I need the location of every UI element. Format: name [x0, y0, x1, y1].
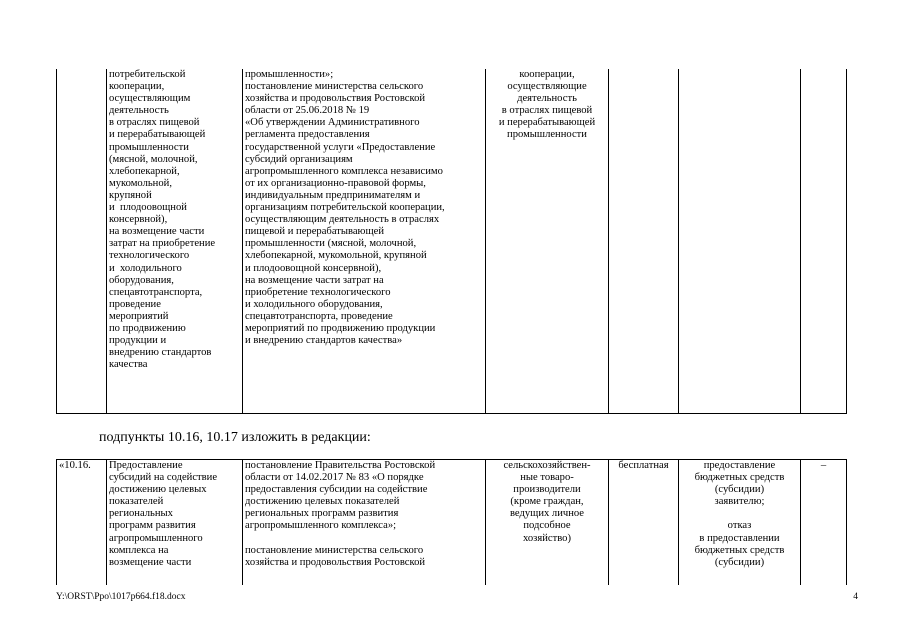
cell-text-line: области от 25.06.2018 № 19 [245, 105, 370, 117]
cell-text-line: хозяйства и продовольствия Ростовской [245, 93, 426, 105]
cell-text-line: возмещение части [109, 556, 192, 568]
cell-text-line: организациям потребительской кооперации, [245, 202, 445, 214]
footer-file-path: Y:\ORST\Ppo\1017p664.f18.docx [56, 592, 186, 602]
cell-text-line: промышленности [109, 141, 189, 153]
cell-text-line: индивидуальным предпринимателям и [245, 189, 421, 201]
cell-text-line: предоставление [703, 460, 776, 471]
cell-text-line: показателей [109, 496, 164, 508]
cell-text-line: продукции и [109, 335, 167, 347]
cell-text-line: хлебопекарной, мукомольной, крупяной [245, 250, 427, 262]
table-row [57, 69, 847, 413]
cell-text-line: качества [109, 359, 148, 371]
cell-text-line: программ развития [109, 520, 196, 532]
cell-text-line: субсидий на содействие [109, 472, 218, 484]
cell-text-line: субсидий организациям [245, 153, 353, 165]
cell-text-line: агропромышленного комплекса независимо [245, 165, 443, 177]
cell-text-line: мероприятий по продвижению продукции [245, 322, 436, 334]
cell-text-line: заявителю; [714, 496, 765, 508]
cell-text-line: в предоставлении [699, 532, 780, 544]
cell-text-line: региональных [109, 508, 173, 520]
cell-text-line: регламента предоставления [245, 129, 370, 141]
cell-text-line: государственной услуги «Предоставление [245, 141, 436, 153]
cell-text-line: и внедрению стандартов качества» [245, 335, 403, 347]
recipients-cell [486, 69, 609, 413]
cell-text-line: хлебопекарной, [109, 165, 180, 177]
result-cell [679, 69, 801, 413]
cell-text-line: от их организационно-правовой формы, [245, 177, 426, 189]
cell-text-line: по продвижению [109, 322, 186, 334]
cell-text-line: региональных программ развития [245, 508, 399, 520]
cell-text-line: производители [513, 484, 581, 496]
cell-text-line: осуществляющим деятельность в отраслях [245, 214, 440, 226]
cell-text-line: и перерабатывающей [109, 129, 206, 141]
cell-text-line: достижению целевых показателей [245, 496, 400, 508]
row-number-cell: «10.16. [57, 460, 107, 585]
cell-text-line: (субсидии) [714, 484, 765, 496]
legal-basis-cell [243, 69, 486, 413]
cell-text-line: хозяйство) [522, 532, 571, 544]
cell-text-line: мукомольной, [109, 177, 172, 189]
cell-text-line: деятельность [109, 105, 169, 117]
cell-text-line: кооперации, [109, 81, 165, 93]
fee-cell [609, 69, 679, 413]
cell-text-line: «Об утверждении Административного [245, 117, 420, 129]
cell-text-line: ведущих личное [509, 508, 585, 520]
cell-text-line: бюджетных средств [694, 472, 785, 484]
cell-text-line: области от 14.02.2017 № 83 «О порядке [245, 472, 424, 484]
cell-text-line: (мясной, молочной, [109, 153, 198, 165]
row-number-cell [57, 69, 107, 413]
cell-text-line [681, 508, 798, 520]
amendment-heading: подпункты 10.16, 10.17 изложить в редакции: [99, 430, 371, 445]
cell-text-line: приобретение технологического [245, 286, 391, 298]
cell-text-line: на возмещение части затрат на [245, 274, 384, 286]
cell-text-line: постановление Правительства Ростовской [245, 460, 436, 471]
cell-text-line: крупяной [109, 189, 152, 201]
cell-text-line: сельскохозяйствен- [503, 460, 591, 471]
cell-text-line: потребительской [109, 69, 186, 80]
cell-text-line: затрат на приобретение [109, 238, 216, 250]
amended-services-table [56, 459, 847, 585]
cell-text-line: и перерабатывающей [498, 117, 596, 129]
table-row [57, 460, 847, 585]
cell-text-line: кооперации, [519, 69, 575, 80]
page-number: 4 [853, 592, 858, 602]
cell-text-line: (кроме граждан, [510, 496, 584, 508]
cell-text-line: (субсидии) [714, 556, 765, 568]
cell-text-line: спецавтотранспорта, [109, 286, 203, 298]
cell-text-line: постановление министерства сельского [245, 544, 424, 556]
extra-cell: – [801, 460, 847, 585]
cell-text-line: промышленности [507, 129, 587, 141]
legal-basis-cell [243, 460, 486, 585]
cell-text-line: в отраслях пищевой [109, 117, 200, 129]
cell-text-line: предоставления субсидии на содействие [245, 484, 428, 496]
cell-text-line: осуществляющим [109, 93, 191, 105]
cell-text-line: комплекса на [109, 544, 169, 556]
cell-text-line: спецавтотранспорта, проведение [245, 310, 393, 322]
cell-text-line: внедрению стандартов [109, 347, 212, 359]
cell-text-line: отказ [727, 520, 752, 532]
cell-text-line: мероприятий [109, 310, 169, 322]
cell-text-line: в отраслях пищевой [501, 105, 593, 117]
cell-text-line: ные товаро- [520, 472, 574, 484]
cell-text-line: и холодильного оборудования, [245, 298, 383, 310]
cell-text-line [245, 533, 483, 545]
cell-text-line: оборудования, [109, 274, 174, 286]
cell-text-line: подсобное [523, 520, 571, 532]
cell-text-line: промышленности (мясной, молочной, [245, 238, 417, 250]
cell-text-line: Предоставление [109, 460, 183, 471]
service-name-cell [107, 69, 243, 413]
cell-text-line: пищевой и перерабатывающей [245, 226, 385, 238]
recipients-cell [486, 460, 609, 585]
cell-text-line: консервной), [109, 214, 168, 226]
cell-text-line: бюджетных средств [694, 544, 785, 556]
cell-text-line: деятельность [517, 93, 577, 105]
cell-text-line: технологического [109, 250, 190, 262]
cell-text-line: хозяйства и продовольствия Ростовской [245, 556, 426, 568]
cell-text-line: агропромышленного комплекса»; [245, 520, 397, 532]
service-name-cell [107, 460, 243, 585]
result-cell [679, 460, 801, 585]
fee-cell: бесплатная [609, 460, 679, 585]
cell-text-line: промышленности»; [245, 69, 334, 80]
cell-text-line: на возмещение части [109, 226, 205, 238]
cell-text-line: и холодильного [109, 262, 182, 274]
cell-text-line: агропромышленного [109, 532, 203, 544]
cell-text-line: постановление министерства сельского [245, 81, 424, 93]
continued-services-table [56, 69, 847, 414]
extra-cell [801, 69, 847, 413]
cell-text-line: и плодоовощной консервной), [245, 262, 382, 274]
cell-text-line: проведение [109, 298, 161, 310]
cell-text-line: достижению целевых [109, 484, 207, 496]
cell-text-line: осуществляющие [507, 81, 587, 93]
cell-text-line: и плодоовощной [109, 202, 187, 214]
